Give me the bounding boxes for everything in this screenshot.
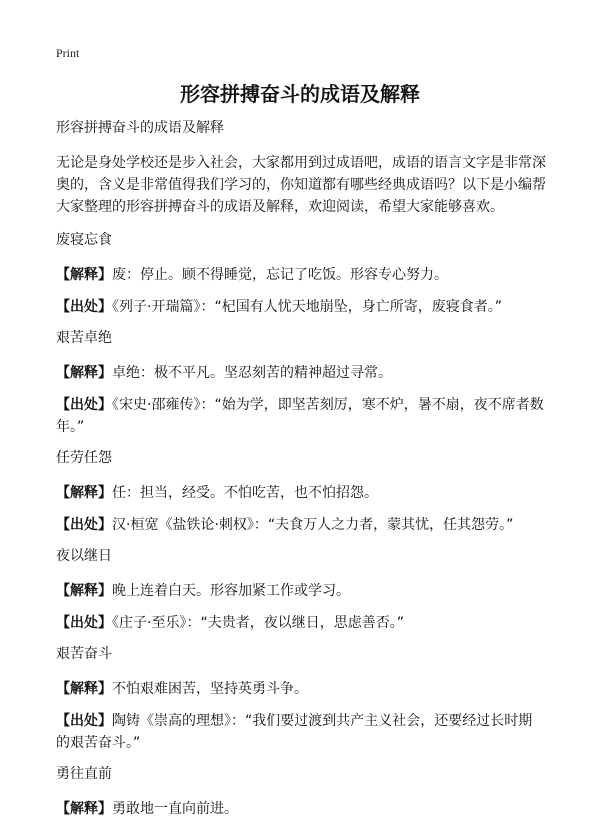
idiom-heading: 任劳任怨 [56,450,112,466]
explain-text: 卓绝：极不平凡。坚忍刻苦的精神超过寻常。 [112,365,392,381]
idiom-source [56,514,546,536]
idiom-explanation [56,482,546,504]
idiom-explanation [56,362,546,384]
source-text: 《庄子·至乐》：“夫贵者，夜以继日，思虑善否。” [112,615,404,631]
idiom-source [56,296,546,318]
explain-tag: 【解释】 [56,485,112,501]
idiom-explanation [56,798,546,820]
idiom-heading: 夜以继日 [56,548,112,564]
print-link[interactable]: Print [56,46,80,60]
source-text: 《列子·开瑞篇》：“杞国有人忧天地崩坠，身亡所寄，废寝食者。” [112,299,502,315]
idiom-heading: 艰苦卓绝 [56,330,112,346]
idiom-source [56,394,546,438]
idiom-source [56,612,546,634]
idiom-source [56,710,546,754]
idiom-explanation [56,678,546,700]
explain-text: 晚上连着白天。形容加紧工作或学习。 [112,583,350,599]
source-tag: 【出处】 [56,713,112,729]
idiom-heading: 艰苦奋斗 [56,646,112,662]
explain-text: 任：担当，经受。不怕吃苦，也不怕招怨。 [112,485,378,501]
idiom-explanation [56,580,546,602]
source-tag: 【出处】 [56,299,112,315]
article-body [56,118,546,830]
explain-tag: 【解释】 [56,583,112,599]
source-tag: 【出处】 [56,517,112,533]
idiom-explanation [56,264,546,286]
source-text: 汉·桓宽《盐铁论·刺权》：“夫食万人之力者，蒙其忧，任其怨劳。” [112,517,514,533]
article-subtitle: 形容拼搏奋斗的成语及解释 [56,120,224,136]
page-title: 形容拼搏奋斗的成语及解释 [180,82,420,106]
explain-text: 废：停止。顾不得睡觉，忘记了吃饭。形容专心努力。 [112,267,448,283]
explain-text: 勇敢地一直向前进。 [112,801,238,817]
idiom-heading: 废寝忘食 [56,232,112,248]
source-text: 陶铸《崇高的理想》：“我们要过渡到共产主义社会，还要经过长时期的艰苦奋斗。” [56,713,533,751]
source-text: 《宋史·邵雍传》：“始为学，即坚苦刻厉，寒不炉，暑不扇，夜不席者数年。” [56,397,544,435]
explain-tag: 【解释】 [56,365,112,381]
idiom-heading: 勇往直前 [56,766,112,782]
source-tag: 【出处】 [56,615,112,631]
source-tag: 【出处】 [56,397,112,413]
intro-paragraph: 无论是身处学校还是步入社会，大家都用到过成语吧，成语的语言文字是非常深奥的，含义是非常值得我们学习的，你知道都有哪些经典成语吗？以下是小编帮大家整理的形容拼搏奋斗的成语及解释，欢迎阅读，希望大家能够喜欢。 [56,155,546,215]
explain-tag: 【解释】 [56,681,112,697]
explain-tag: 【解释】 [56,801,112,817]
explain-tag: 【解释】 [56,267,112,283]
explain-text: 不怕艰难困苦，坚持英勇斗争。 [112,681,308,697]
